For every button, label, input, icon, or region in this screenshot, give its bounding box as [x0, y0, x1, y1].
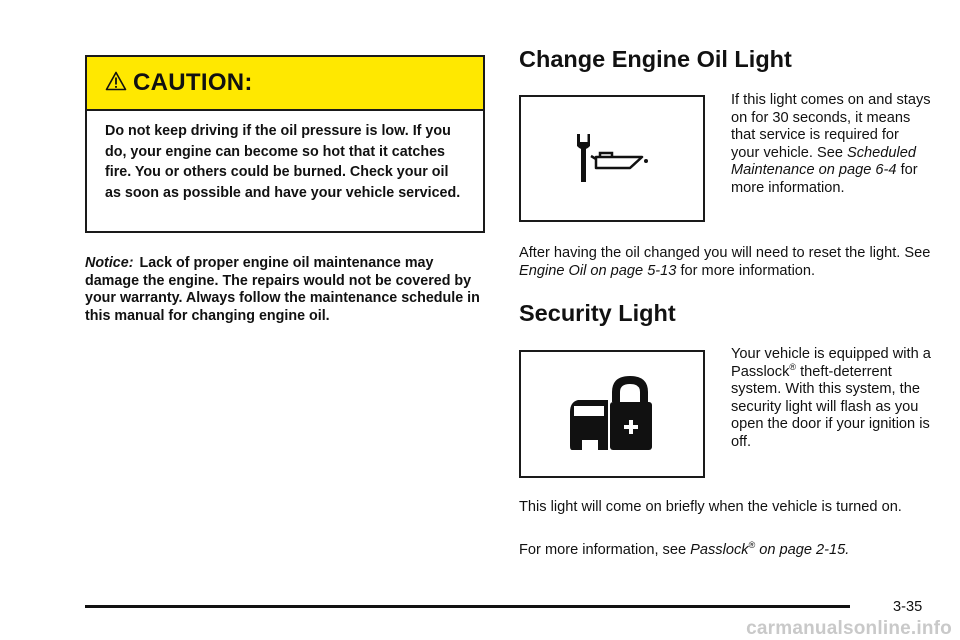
caution-title: CAUTION:	[133, 69, 253, 96]
security-heading: Security Light	[519, 300, 676, 326]
caution-box	[85, 55, 485, 233]
car-padlock-icon	[562, 372, 662, 457]
change-oil-heading: Change Engine Oil Light	[519, 46, 792, 72]
change-oil-paragraph: After having the oil changed you will need to reset the light. See Engine Oil on page 5-13 for more information.	[519, 245, 931, 279]
scheduled-maintenance-link[interactable]: Scheduled Maintenance on page 6-4	[731, 144, 916, 179]
notice-label: Notice:	[85, 255, 134, 271]
notice-paragraph	[85, 255, 490, 325]
security-paragraph-1: This light will come on briefly when the vehicle is turned on.	[519, 499, 902, 515]
watermark: carmanualsonline.info	[746, 618, 952, 639]
footer-rule	[85, 605, 850, 608]
engine-oil-link[interactable]: Engine Oil on page 5-13	[519, 262, 677, 279]
caution-text: Do not keep driving if the oil pressure is low. If you do, your engine can become so hot that it catches fire. You or others could be burned. Check your oil as soon as possible and have your vehicle serviced.	[105, 123, 461, 201]
security-icon-box	[519, 350, 705, 478]
warning-triangle-icon	[105, 71, 127, 96]
change-oil-icon-box	[519, 95, 705, 222]
notice-text: Lack of proper engine oil maintenance may damage the engine. The repairs would not be covered by your warranty. Always follow the maintenance schedule in this manual for changing engine oil.	[85, 255, 480, 324]
caution-header	[87, 57, 483, 111]
passlock-link[interactable]: Passlock® on page 2-15.	[690, 540, 850, 558]
wrench-oil-can-icon	[572, 126, 652, 191]
security-paragraph-2: For more information, see Passlock® on page 2-15.	[519, 540, 850, 558]
security-side-text: Your vehicle is equipped with a Passlock® theft-deterrent system. With this system, the security light will flash as you open the door if your ignition is off.	[731, 346, 931, 450]
page-number: 3-35	[893, 599, 923, 615]
change-oil-side-text: If this light comes on and stays on for 30 seconds, it means that service is required for your vehicle. See Scheduled Maintenance on page 6-4 for more information.	[731, 92, 931, 196]
